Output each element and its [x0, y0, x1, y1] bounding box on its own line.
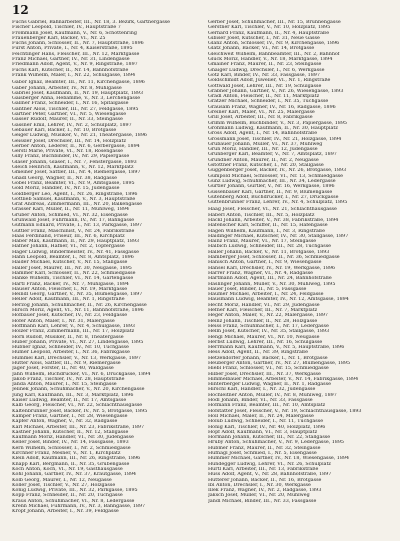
directory-entry: Hruby Anton, Schuhmacher, V., Nr. 9, Ledergasse, 1895	[208, 440, 344, 446]
directory-entry: Guttenbrunner Franz, Lehrer, IV., Nr. 4, Schulplatz, 1895	[208, 200, 348, 206]
directory-entry: Hofstätter Josef, Fleischer, V., Nr. 19, Schlachthausgasse, 1893	[208, 408, 362, 414]
directory-entry: Hansel Karl, Drechsler, IV., Nr. 19, Werkgasse, 1896	[208, 265, 336, 271]
directory-entry: Hager Ludwig, Bindermeister, IV., Nr. 41, Fassgasse	[12, 249, 139, 255]
directory-entry: Karl Michael, Arbeiter, III., Nr. 23, Fabrikstraße, 1897	[12, 424, 145, 430]
directory-entry: Gradl Anton, Fleischer, II., Nr. 11, Marktplatz	[208, 94, 320, 100]
directory-entry: Greiner Karl, Maler, VI., Nr. 25, Malergasse	[208, 110, 315, 116]
directory-entry: Hofbauer Josef, Kutscher, IV., Nr. 23, Feldgasse	[12, 313, 128, 319]
right-column	[208, 20, 396, 537]
directory-entry: Haumer Michael, Arbeiter, I., Nr. 24, Feldgasse	[208, 292, 324, 298]
directory-entry: Herbst Ludwig, Lehrer, III., Nr. 16, Schulgasse	[208, 339, 323, 345]
directory-entry: Goldberger Leo, Agent, I., Nr. 26, Ringstraße, 1896	[12, 191, 138, 197]
directory-entry: Hefner Karl, Fleischer, III., Nr. 7, Marktplatz	[208, 308, 318, 314]
directory-entry: Hödl Johann, Binder, VI., Nr. 33, Fassgasse	[208, 398, 313, 404]
directory-entry: Gerhard Franz, Kaufmann, II., Nr. 4, Hauptstraße	[208, 30, 330, 36]
directory-entry: Hahn Leopold, Beamter, I., Nr. 8, Amtsplatz, 1896	[12, 255, 134, 261]
directory-entry: Koch Anton, Koch, VI., Nr. 19, Gasthausgasse	[12, 466, 123, 472]
directory-entry: Kaiser Ludwig, Beamter, II., Nr. 17, Amtsgasse	[12, 398, 127, 404]
directory-entry: Hutter Alois, Sattler, III., Nr. 9, Riemergasse	[12, 361, 121, 366]
directory-entry: Gibiser Josef, Kutscher, I., Nr. 31, Neue Gasse	[208, 35, 320, 41]
directory-entry: Heger Anton, Maler, V., Nr. 22, Malergasse, 1897	[208, 313, 328, 319]
directory-entry: Gruber Anton, Schmied, VI., Nr. 32, Eisengasse	[12, 212, 128, 218]
directory-entry: Klein Adolf, Kaufmann, III., Nr. 26, Ringstraße, 1896	[12, 456, 141, 462]
directory-entry: Gmeiner Josef, Sattler, III., Nr. 4, Riemergasse, 1897	[12, 170, 141, 176]
directory-entry: Hengl Michael, Maurer, VI., Nr. 10, Neugasse	[208, 334, 320, 340]
left-column	[12, 20, 200, 537]
directory-entry: Gaber Johann, Arbeiter, IV., Nr. 8, Mühlgasse	[12, 85, 122, 91]
directory-entry: Goldschmidt Adolf, Juwelier, VI., Nr. 1, Ringstraße	[208, 78, 331, 84]
directory-entry: Haslinger Johann, Müller, V., Nr. 30, Mühlweg, 1895	[208, 281, 336, 287]
directory-entry: Gilly Franz, Buchbinder, IV., Nr. 29, Papiergasse	[12, 154, 130, 160]
directory-entry: Heinz Johann, Tischler, II., Nr. 28, Holzgasse	[208, 318, 318, 324]
directory-entry: Hanke Wilhelm, Tischler, VI., Nr. 14, Gartengasse	[12, 276, 134, 282]
directory-entry: Gerstner Karl, Tischler, V., Nr. 10, Holzplatz, 1895	[208, 25, 331, 31]
directory-entry: Frank Wilhelm, Maler, I., Nr. 22, Schulgasse, 1894	[12, 72, 136, 78]
directory-entry: Holzer Franz, Zimmermann, III., Nr. 17, Holzplatz	[12, 329, 135, 335]
directory-entry: Gerber Josef, Schuhmacher, III., Nr. 15, Brunnengasse	[208, 20, 341, 25]
directory-entry: Gaisberger Anna, Hebamme, V., Nr. 3, Lerchengasse	[12, 96, 141, 102]
directory-entry: Hetzendorfer Johann, Bäcker, I., Nr. 1, Brotgasse	[208, 355, 328, 361]
directory-entry: Hofer Anton, Maler, I., Nr. 31, Malergasse	[12, 318, 115, 324]
directory-entry: Haidinger Michael, Kutscher, IV., Nr. 30, Stallgasse, 1897	[208, 233, 349, 239]
directory-entry: Kapfer Anton, Wagner, V., Nr. 32, Radgasse	[12, 419, 118, 425]
directory-entry: Hiebl Franz, Schlosser, VI., Nr. 15, Schmiedgasse	[208, 366, 329, 372]
directory-entry: Graf Andreas, Zimmermann, III., Nr. 20, Balkengasse	[12, 202, 143, 208]
directory-entry: Gürtler Johann, Gürtler, V., Nr. 16, Werkgasse, 1896	[208, 184, 335, 190]
directory-entry: Kolb Georg, Maurer, I., Nr. 12, Neugasse	[12, 477, 112, 483]
directory-entry: Hecht Moriz, Händler, VI., Nr. 29, Judengasse	[208, 302, 320, 308]
directory-entry: Haller Josef, Maurer, III., Nr. 30, Neugasse, 1895	[12, 265, 132, 271]
directory-entry: Herzog Johann, Schuhmacher, II., Nr. 26, Kirchengasse	[12, 302, 147, 308]
directory-entry: Gussenbauer Karl, Gärtner, II., Nr. 9, Blumengasse	[208, 189, 333, 195]
directory-entry: Hummer Michael, Gärtner, IV., Nr. 18, Wiesengasse, 1894	[208, 456, 350, 462]
directory-entry: Hafner Johann, Hafner, VI., Nr. 2, Töpfergasse	[12, 244, 125, 250]
directory-entry: Gnadl Georg, Wagner, II., Nr. 38, Radgasse	[12, 175, 117, 181]
directory-entry: Haag Josef, Fleischer, VI., Nr. 21, Schlachthausgasse	[208, 207, 337, 213]
directory-entry: Hinterberger Ludwig, Wagner, II., Nr. 1, Radgasse	[208, 382, 331, 388]
directory-entry: Gabor Ignaz, Beamter, III., Nr. 11, Kirchengasse, 1896	[12, 80, 145, 86]
directory-entry: Franz Michael, Gärtner, IV., Nr. 31, Lindengasse	[12, 57, 130, 63]
directory-entry: Herrmann Karl, Kaufmann, V., Nr. 5, Hauptstraße, 1896	[208, 345, 345, 351]
directory-entry: Güttler Franz, Maschinist, V., Nr. 24, Fabrikstraße	[12, 228, 135, 234]
directory-entry: Grubauer Johann, Müller, VI., Nr. 37, Mühlweg	[208, 141, 323, 147]
directory-entry: Humer Leopold, Arbeiter, I., Nr. 36, Fabrikgasse	[12, 350, 130, 356]
directory-entry: Gross Adolf, Agent, I., Nr. 14, Bahnhofstraße	[208, 131, 318, 137]
directory-entry: Hagen Wilhelm, Kaufmann, I., Nr. 3, Ringstraße	[208, 228, 325, 234]
directory-entry: Haider Michael, Kutscher, V., Nr. 15, Stallgasse	[12, 260, 128, 266]
directory-entry: Hübner Ignaz, Schneider, IV., Nr. 10, Tuchgasse	[12, 345, 129, 351]
directory-entry: Hausmann Ludwig, Beamter, IV., Nr. 12, Amtsgasse, 1894	[208, 297, 349, 303]
directory-entry: Gottlieb Samuel, Kaufmann, V., Nr. 3, Hauptstraße	[12, 196, 136, 202]
directory-entry: Hurtl Karl, Arbeiter, III., Nr. 13, Fabrikstraße	[208, 466, 319, 472]
directory-entry: Hammer Karl, Schlosser, II., Nr. 22, Schmiedgasse	[12, 270, 136, 276]
directory-entry: Gumpold Michael, Schlosser, VI., Nr. 13, Schmiedgasse	[208, 173, 343, 179]
directory-entry: Gottwald Josef, Lehrer, III., Nr. 19, Schulgasse	[208, 83, 322, 89]
directory-entry: Fischer Leopold, Tischler, IV., Hauptstraße 7	[12, 25, 121, 31]
directory-entry: Kalb Georg, Fleischer, VI., Nr. 22, Schlachthausgasse	[12, 403, 143, 409]
directory-entry: Gasser Rudolf, Maurer, II., Nr. 33, Steingasse	[12, 117, 123, 123]
directory-entry: Jahn Wilhelm, Buchdrucker, VI., Nr. 6, Druckgasse, 1894	[12, 371, 151, 377]
directory-entry: Gstöttner Franz, Kutscher, I., Nr. 20, Stallgasse	[208, 163, 324, 169]
directory-entry: Fuchs Johann, Schlosser, II., Nr. 7, Hauptstraße, 1896	[12, 41, 144, 47]
directory-entry: Gerber Anton, Lederer, II., Nr. 6, Gerbergasse, 1894	[12, 143, 140, 149]
directory-entry: Hubmer Franz, Maurer, II., Nr. 32, Steingasse	[208, 445, 321, 451]
directory-entry: Huss Adolf, Agent, V., Nr. 28, Bahnhofstraße, 1897	[208, 472, 332, 478]
directory-entry: Hilber Josef, Drechsler, III., Nr. 37, Werkgasse	[208, 371, 321, 377]
directory-entry: Kohl Johann, Gärtner, IV., Nr. 37, Krautgasse, 1894	[12, 472, 137, 478]
directory-entry: Fuchs Karl, Kutscher, II., Nr. 14, Bahnhofstraße	[12, 67, 129, 73]
directory-entry: Hartmann Adolf, Agent, III., Nr. 24, Bahnhofstraße	[208, 276, 332, 282]
directory-entry: Harrer Franz, Wagner, VI., Nr. 4, Radgasse	[208, 270, 314, 276]
directory-entry: Haber Max, Kaufmann, II., Nr. 29, Hauptplatz, 1893	[12, 239, 140, 245]
directory-entry: Glück Moriz, Händler, V., Nr. 18, Marktgasse, 1894	[208, 57, 333, 63]
directory-entry: Kastner Johann, Kutscher, II., Nr. 12, Stallgasse	[12, 429, 129, 435]
directory-entry: Heindl Georg, Gärtner, V., Nr. 35, Blumengasse, 1897	[12, 292, 143, 298]
directory-entry: Jandl Michael, Binder, III., Nr. 33, Fassgasse	[208, 498, 317, 504]
directory-entry: Huber Johann, Private, VI., Nr. 27, Lindengasse, 1895	[12, 339, 144, 345]
directory-entry: Geiger Ludwig, Musiker, V., Nr. 21, Theatergasse, 1896	[12, 133, 147, 139]
directory-entry: Göbel Franz, Beamter, VI., Nr. 9, Amtsgasse, 1895	[12, 180, 135, 186]
directory-entry: Gleichweit Wilhelm, Bahnbeamter, III., Nr. 2, Bahnhof	[208, 51, 340, 57]
directory-entry: Hönig Karl, Tischler, IV., Nr. 40, Holzplatz, 1896	[208, 424, 326, 430]
directory-entry: Helm Josef, Kutscher, IV., Nr. 35, Stallgasse, 1893	[208, 329, 330, 335]
directory-entry: Hainz Franz, Maurer, VI., Nr. 17, Steingasse	[208, 239, 317, 245]
directory-entry: Grohmann Ludwig, Kaufmann, II., Nr. 30, Hauptplatz	[208, 125, 338, 131]
directory-entry: Hanisch Anton, Gärtner, I., Nr. 9, Wiesengasse	[208, 260, 322, 266]
directory-entry: Gartner Peter, Gärtner, VI., Nr. 5, Wiesengasse	[12, 112, 127, 118]
directory-entry: Haberl Anton, Tischler, III., Nr. 5, Holzplatz	[208, 212, 315, 218]
directory-entry: Jaksch Josef, Müller, VI., Nr. 20, Mühlweg	[208, 493, 310, 499]
directory-entry: Gabriel Josef, Kaufmann, II., Nr. 19, Hauptplatz, 1893	[12, 90, 144, 96]
directory-entry: Hoffmann Karl, Lehrer, V., Nr. 4, Schulgasse, 1893	[12, 323, 135, 329]
directory-entry: Kraus Anton, Schuhmacher, VI., Nr. 8, Ledergasse	[12, 498, 135, 504]
directory-entry: Gerstl Marie, Private, VI., Nr. 18, Rosengasse	[12, 149, 124, 155]
directory-entry: Grimm Wilhelm, Buchbinder, V., Nr. 3, Papiergasse, 1895	[208, 120, 347, 126]
directory-entry: König Ludwig, Private, III., Nr. 32, Parkgasse, 1895	[12, 488, 138, 494]
directory-entry: Kamper Franz, Gärtner, I., Nr. 28, Wiesengasse	[12, 413, 128, 419]
directory-entry: Grabner Johann, Gärtner, V., Nr. 26, Wiesengasse, 1893	[208, 88, 344, 94]
directory-entry: Haas Ferdinand, Friseur, III., Nr. 6, Kirchplatz	[12, 233, 125, 239]
directory-entry: Grünwald Josef, Fuhrmann, IV., Nr. 17, Bahngasse	[12, 217, 135, 223]
directory-entry: Hafenscher Karl, Schiffer, II., Nr. 15, Hafengasse	[208, 223, 328, 229]
directory-entry: Glatz Johann, Bäcker, VI., Nr. 14, Brotgasse	[208, 46, 315, 52]
directory-entry: Guggenberger Josef, Bäcker, IV., Nr. 26, Brotgasse, 1893	[208, 168, 347, 174]
directory-entry: Hutterer Johann, Bäcker, II., Nr. 16, Brotgasse	[208, 477, 322, 483]
directory-entry: Jakob Franz, Tischler, IV., Nr. 28, Hauptstraße	[12, 376, 125, 382]
directory-entry: Hackl Johann, Arbeiter, V., Nr. 38, Fabrikstraße, 1894	[208, 217, 339, 223]
directory-entry: Heller Adolf, Kaufmann, III., Nr. 1, Ringstraße	[12, 297, 125, 303]
directory-entry: Gallner Franz, Schneider, I., Nr. 16, Spitalgasse	[12, 101, 129, 107]
directory-entry: Holl Michael, Maler, II., Nr. 24, Malergasse	[208, 413, 314, 419]
directory-entry: Geissler Josef, Drechsler, III., Nr. 14, Holzplatz	[12, 138, 126, 144]
directory-entry: Ibl Anton, Drechsler, I., Nr. 30, Werkgasse	[208, 482, 311, 488]
directory-entry: Gratzer Michael, Schneider, I., Nr. 35, Tuchgasse	[208, 99, 329, 105]
directory-entry: Hess Adolf, Agent, II., Nr. 39, Ringstraße	[208, 350, 308, 356]
directory-entry: Janda Anton, Maurer, I., Nr. 15, Steingasse	[12, 382, 117, 388]
columns	[12, 20, 396, 537]
directory-entry: Frauenberger Karl, Bäcker, VI., Nr. 25	[12, 35, 106, 41]
directory-entry: Haller Johann, Bäcker, V., Nr. 11, Brotgasse, 1893	[208, 249, 330, 255]
directory-entry: Knapp Karl, Bergmann, II., Nr. 35, Grubengasse	[12, 461, 130, 467]
directory-entry: Hufnagl Josef, Schmied, I., Nr. 5, Eisengasse	[208, 451, 317, 457]
directory-entry: Fürst Anton, Private, I., Nr. 4, Kaiserstraße, 1895	[12, 46, 133, 52]
directory-entry: Hummel Karl, Drechsler, V., Nr. 13, Werkgasse, 1897	[12, 355, 141, 361]
directory-entry: Jelinek Johann, Schuhmacher, V., Nr. 20, Kirchengasse	[12, 387, 145, 393]
directory-entry: Grausam Franz, Wagner, IV., Nr. 16, Radgasse, 1896	[208, 104, 336, 110]
directory-entry: Holub Ludwig, Schneider, I., Nr. 11, Tuchgasse	[208, 419, 324, 425]
directory-entry: Hofmann Franz, Beamter, III., Nr. 10, Amtsplatz	[208, 403, 326, 409]
directory-entry: Krenn Michael, Fuhrmann, IV., Nr. 3, Bahngasse, 1897	[12, 504, 146, 510]
directory-entry: Hirsch Moriz, Agent, VI., Nr. 11, Bahnhofstraße, 1896	[12, 308, 144, 314]
directory-entry: Keller Josef, Binder, IV., Nr. 14, Fassgasse, 1893	[12, 440, 129, 446]
directory-entry: Hamberger Josef, Schlosser, II., Nr. 36, Schmiedgasse	[208, 255, 340, 261]
directory-entry: Gunz Ludwig, Schuhmacher, III., Nr. 34, Ledergasse	[208, 178, 336, 184]
directory-entry: Jäger Josef, Förster, II., Nr. 40, Waldgasse	[12, 366, 114, 372]
directory-entry: Glanz Anton, Schlosser, IV., Nr. 9, Kirchengasse, 1896	[208, 41, 340, 47]
directory-entry: Kropf Johann, Arbeiter, I., Nr. 39, Feldgasse	[12, 509, 119, 515]
directory-entry: Hirschl Karl, Händler, I., Nr. 32, Judengasse	[208, 387, 316, 393]
directory-entry: Grünberger Karl, Beamter, V., Nr. 7, Amtsplatz, 1897	[208, 152, 337, 158]
directory-entry: Hochleitner Anton, Müller, IV., Nr. 8, Mühlweg, 1897	[208, 392, 337, 398]
directory-entry: Frommann Josef, Kaufmann, V., Nr. 6, Schottenring	[12, 30, 137, 36]
directory-entry: Kopp Franz, Schneider, II., Nr. 20, Tuchgasse	[12, 493, 123, 499]
directory-entry: Gutmann Eduard, Private, I., Nr. 13, Parkgasse, 1897	[12, 223, 142, 229]
directory-entry: Gmainer Franz, Maurer, II., Nr. 23, Steingasse	[208, 62, 322, 68]
directory-entry: Grossmann Josef, Tischler, IV., Nr. 21, Holzgasse, 1894	[208, 136, 342, 142]
directory-entry: Gold Moriz, Händler, IV., Nr. 15, Judengasse	[12, 186, 120, 192]
directory-entry: Glaser Johann, Glaser, I., Nr. 7, Fenstergasse, 1893	[12, 159, 137, 165]
directory-entry: Hundegger Ludwig, Lehrer, VI., Nr. 26, Schulplatz	[208, 461, 331, 467]
directory-entry: Koller Josef, Tischler, V., Nr. 27, Holzgasse	[12, 482, 116, 488]
directory-entry: Gutenberg Adolf, Buchdrucker, I., Nr. 27, Druckgasse	[208, 194, 339, 200]
directory-entry: Kern Wilhelm, Schlosser, I., Nr. 2, Schmiedgasse	[12, 445, 131, 451]
directory-entry: Heuberger Anton, Gärtner, IV., Nr. 27, Blumengasse, 1895	[208, 361, 351, 366]
directory-entry: Gnaiger Ludwig, Drechsler, I., Nr. 6, Werkgasse	[208, 67, 325, 73]
directory-entry: Grün Moriz, Händler, III., Nr. 12, Judengasse	[208, 147, 318, 153]
directory-entry: Hauer Josef, Binder, II., Nr. 5, Fassgasse	[208, 286, 307, 292]
directory-entry: Hopf Adolf, Kaufmann, VI., Nr. 3, Hauptplatz	[208, 429, 318, 435]
directory-entry: Friedmann Adolf, Agent, V., Nr. 9, Ringstraße, 1897	[12, 62, 138, 68]
directory-entry: Kaltenbrunner Josef, Bäcker, IV., Nr. 5, Brotgasse, 1895	[12, 408, 148, 414]
directory-entry: Hauser Anton, Fleischer, I., Nr. 19, Marktgasse	[12, 286, 128, 292]
directory-entry: Gleich Heinrich, Kaufmann, V., Nr. 12, Marktplatz	[12, 165, 134, 171]
directory-entry: Heiss Franz, Schuhmacher, I., Nr. 17, Ledergasse	[208, 323, 329, 329]
directory-entry: Kirchner Franz, Mesner, V., Nr. 1, Kirchplatz	[12, 451, 121, 457]
directory-entry: Gantner Alois, Tischler, III., Nr. 27, Feldgasse, 1895	[12, 106, 139, 112]
directory-entry: Illek Franz, Wagner, IV., Nr. 2, Radgasse, 1893	[208, 488, 322, 494]
directory-entry: Horn Rudolf, Musiker, II., Nr. 8, Theatergasse	[12, 334, 124, 340]
directory-entry: Hörmann Johann, Kutscher, III., Nr. 22, Stallgasse	[208, 435, 331, 441]
directory-entry: Gassner Emil, Lehrer, IV., Nr. 2, Schulplatz, 1897	[12, 122, 132, 128]
directory-entry: Fuchs Gabriel, Bahnarbeiter, III., Nr. 18, 3. Bezirk, Gärtnergasse	[12, 20, 170, 25]
directory-entry: Feichtinger Hans, Fleischer, III., Nr. 12, Marktgasse	[12, 51, 140, 57]
directory-entry: Grill Josef, Arbeiter, III., Nr. 8, Fabrikgasse	[208, 115, 313, 121]
directory-entry: Götz Karl, Binder, IV., Nr. 33, Fassgasse, 1897	[208, 72, 320, 78]
directory-entry: Himmelbauer Michael, Arbeiter, V., Nr. 14, Fabrikgasse, 1894	[208, 376, 359, 382]
directory-entry: Grasser Karl, Müller, II., Nr. 11, Mühlweg, 1894	[12, 207, 130, 213]
directory-entry: Kaufmann Moriz, Händler, VI., Nr. 30, Judengasse	[12, 435, 134, 441]
directory-entry: Hartl Franz, Bäcker, IV., Nr. 7, Mühlgasse, 1894	[12, 281, 129, 287]
page-number: 12	[12, 3, 29, 17]
directory-entry: Jung Karl, Kaufmann, III., Nr. 3, Marktplatz, 1896	[12, 392, 134, 398]
directory-entry: Grundner Anton, Maurer, II., Nr. 2, Neugasse	[208, 157, 319, 163]
directory-entry: Halbich Ludwig, Schneider, III., Nr. 28, Tuchgasse	[208, 244, 332, 250]
directory-entry: Gebauer Karl, Bäcker, I., Nr. 10, Brotgasse	[12, 127, 117, 133]
